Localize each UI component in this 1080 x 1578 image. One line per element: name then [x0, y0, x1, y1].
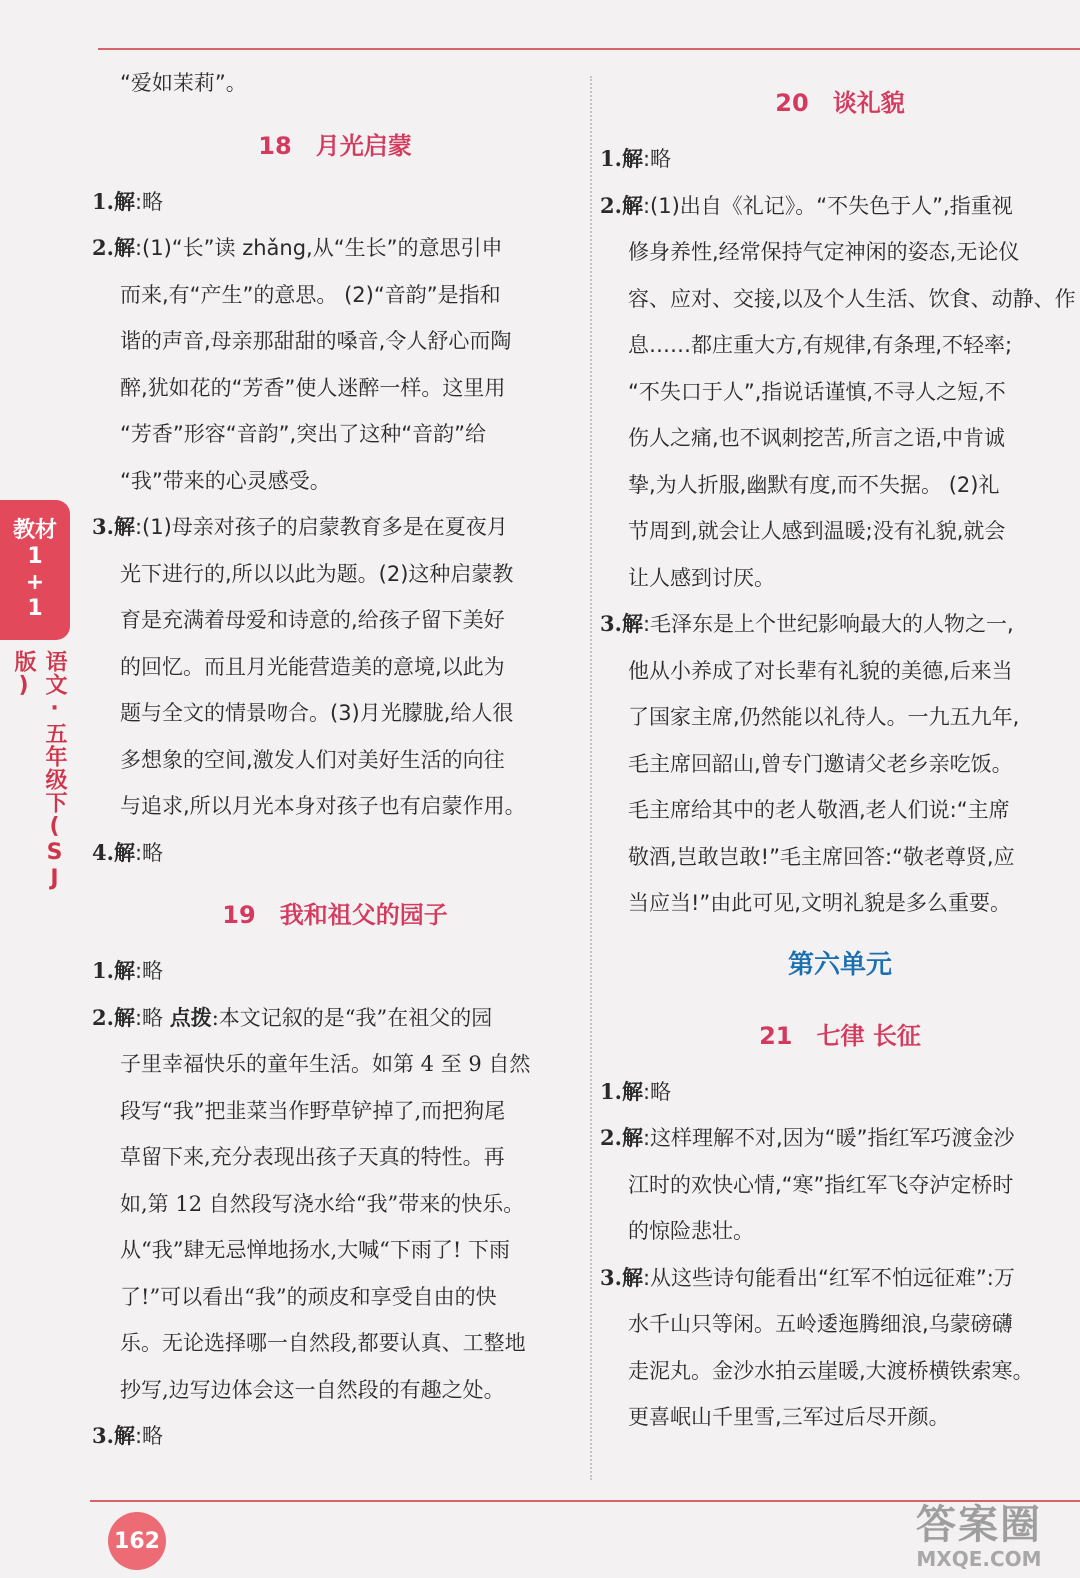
- answer-text: :本文记叙的是“我”在祖父的园: [211, 1005, 493, 1030]
- answer-text: :略: [642, 147, 672, 171]
- watermark-url: MXQE.COM: [916, 1547, 1042, 1571]
- left-column: [92, 60, 578, 1460]
- answer-line: 当应当!”由此可见,文明礼貌是多么重要。: [628, 891, 1011, 915]
- answer-line: 的惊险悲壮。: [628, 1219, 754, 1243]
- answer-label: 解: [621, 1126, 643, 1150]
- answer-text: :毛泽东是上个世纪影响最大的人物之一,: [642, 612, 1014, 636]
- answer-line: 如,第 12 自然段写浇水给“我”带来的快乐。: [120, 1191, 525, 1216]
- section-number: 21: [759, 1021, 793, 1050]
- answer-label: 解: [113, 1005, 135, 1030]
- side-tab-line: 1: [27, 596, 43, 621]
- answer-line: 子里幸福快乐的童年生活。如第 4 至 9 自然: [120, 1052, 531, 1076]
- page-number: 162: [108, 1512, 166, 1570]
- answer-item: [92, 504, 578, 551]
- answer-line: 让人感到讨厌。: [628, 565, 775, 590]
- answer-label: 解: [621, 612, 643, 636]
- answer-line: 而来,有“产生”的意思。 (2)“音韵”是指和: [120, 282, 501, 307]
- answer-label: 解: [113, 959, 135, 983]
- answer-line: 光下进行的,所以以此为题。(2)这种启蒙教: [120, 561, 514, 586]
- side-tab-textbook: [0, 500, 70, 640]
- side-tab-line: +: [25, 570, 45, 595]
- answer-line: 节周到,就会让人感到温暖;没有礼貌,就会: [628, 519, 1006, 543]
- answer-item: [600, 183, 1080, 230]
- answer-label: 解: [621, 1265, 643, 1290]
- answer-label: 解: [113, 840, 135, 865]
- item-number: 3.: [600, 611, 622, 636]
- answer-label: 解: [113, 236, 135, 260]
- section-19-heading: [92, 886, 578, 944]
- answer-text: :略: [134, 1424, 164, 1448]
- answer-line: 息……都庄重大方,有规律,有条理,不轻率;: [628, 333, 1013, 357]
- answer-label: 解: [621, 1079, 643, 1104]
- item-number: 1.: [600, 146, 622, 171]
- answer-line: 更喜岷山千里雪,三军过后尽开颜。: [628, 1405, 950, 1429]
- answer-line: 乐。无论选择哪一自然段,都要认真、工整地: [120, 1331, 526, 1355]
- watermark-main: 答案圈: [916, 1502, 1042, 1548]
- answer-label: 解: [621, 147, 643, 171]
- answer-line: 从“我”肆无忌惮地扬水,大喊“下雨了! 下雨: [120, 1238, 510, 1262]
- answer-line: 了!”可以看出“我”的顽皮和享受自由的快: [120, 1284, 497, 1309]
- answer-line: 毛主席给其中的老人敬酒,老人们说:“主席: [628, 798, 1010, 822]
- item-number: 1.: [600, 1078, 622, 1104]
- answer-text: :略: [134, 189, 164, 214]
- answer-text: :略: [642, 1079, 672, 1104]
- answer-line: 育是充满着母爱和诗意的,给孩子留下美好: [120, 608, 505, 632]
- answer-label: 解: [113, 515, 135, 539]
- item-number: 3.: [92, 1423, 114, 1448]
- item-number: 2.: [600, 1125, 622, 1150]
- intro-line: “爱如茉莉”。: [120, 71, 247, 95]
- answer-line: 谐的声音,母亲那甜甜的嗓音,令人舒心而陶: [120, 329, 512, 353]
- answer-line: 题与全文的情景吻合。(3)月光朦胧,给人很: [120, 701, 514, 725]
- section-title: 我和祖父的园子: [279, 901, 448, 929]
- section-number: 18: [258, 131, 292, 160]
- answer-item: [92, 179, 578, 226]
- section-title: 月光启蒙: [315, 131, 412, 160]
- section-number: 20: [775, 89, 809, 117]
- answer-item: [92, 995, 578, 1042]
- answer-line: 的回忆。而且月光能营造美的意境,以此为: [120, 654, 505, 679]
- answer-text: :(1)母亲对孩子的启蒙教育多是在夏夜月: [134, 515, 508, 539]
- section-18-heading: [92, 117, 578, 175]
- answer-item: [92, 1413, 578, 1460]
- answer-item: [600, 136, 1080, 183]
- answer-line: 敬酒,岂敢岂敢!”毛主席回答:“敬老尊贤,应: [628, 844, 1015, 869]
- side-subject-label: 语文·五年级下(SJ版): [11, 650, 67, 892]
- answer-line: 段写“我”把韭菜当作野草铲掉了,而把狗尾: [120, 1098, 506, 1123]
- column-divider: [590, 76, 592, 1480]
- answer-line: 伤人之痛,也不讽刺挖苦,所言之语,中肯诚: [628, 426, 1006, 450]
- answer-line: “芳香”形容“音韵”,突出了这种“音韵”给: [120, 422, 486, 446]
- answer-item: [92, 225, 578, 272]
- answer-line: 他从小养成了对长辈有礼貌的美德,后来当: [628, 658, 1013, 683]
- answer-line: 江时的欢快心情,“寒”指红军飞夺泸定桥时: [628, 1172, 1014, 1197]
- answer-line: 抄写,边写边体会这一自然段的有趣之处。: [120, 1377, 505, 1402]
- section-title: 七律 长征: [816, 1021, 921, 1050]
- answer-text: :(1)出自《礼记》。“不失色于人”,指重视: [642, 193, 1013, 218]
- item-number: 2.: [600, 192, 622, 218]
- right-column: [600, 60, 1080, 1441]
- answer-line: 毛主席回韶山,曾专门邀请父老乡亲吃饭。: [628, 751, 1013, 776]
- answer-line: 醉,犹如花的“芳香”使人迷醉一样。这里用: [120, 375, 506, 400]
- answer-text: :这样理解不对,因为“暖”指红军巧渡金沙: [642, 1126, 1015, 1150]
- answer-item: [600, 1115, 1080, 1162]
- answer-line: “不失口于人”,指说话谨慎,不寻人之短,不: [628, 379, 1006, 404]
- item-number: 3.: [600, 1264, 622, 1290]
- answer-line: “我”带来的心灵感受。: [120, 468, 331, 493]
- top-rule: [98, 48, 1080, 50]
- watermark-logo: [884, 1502, 1074, 1572]
- answer-item: [92, 948, 578, 995]
- section-title: 谈礼貌: [832, 89, 905, 117]
- answer-line: 与追求,所以月光本身对孩子也有启蒙作用。: [120, 794, 526, 818]
- answer-line: 草留下来,充分表现出孩子天真的特性。再: [120, 1145, 505, 1169]
- answer-line: 多想象的空间,激发人们对美好生活的向往: [120, 747, 505, 772]
- side-tab-line: 1: [27, 544, 43, 569]
- answer-text: :略: [134, 840, 164, 865]
- item-number: 4.: [92, 839, 114, 865]
- answer-text: :略: [134, 959, 164, 983]
- answer-text: :略: [134, 1005, 170, 1030]
- answer-label: 解: [113, 1424, 135, 1448]
- item-number: 1.: [92, 958, 114, 983]
- answer-line: 了国家主席,仍然能以礼待人。一九五九年,: [628, 705, 1020, 729]
- section-number: 19: [222, 901, 256, 929]
- tip-label: 点拨: [169, 1005, 212, 1030]
- answer-item: [92, 830, 578, 877]
- unit-heading: 第六单元: [787, 949, 892, 980]
- answer-line: 走泥丸。金沙水拍云崖暖,大渡桥横铁索寒。: [628, 1358, 1034, 1383]
- section-20-heading: [600, 74, 1080, 132]
- item-number: 2.: [92, 235, 114, 260]
- answer-label: 解: [113, 189, 135, 214]
- side-tab-line: 教材: [12, 518, 57, 543]
- answer-item: [600, 1069, 1080, 1116]
- item-number: 1.: [92, 188, 114, 214]
- answer-line: 容、应对、交接,以及个人生活、饮食、动静、作: [628, 286, 1076, 311]
- answer-line: 修身养性,经常保持气定神闲的姿态,无论仪: [628, 240, 1020, 264]
- answer-line: 挚,为人折服,幽默有度,而不失据。 (2)礼: [628, 472, 1000, 497]
- answer-item: [600, 601, 1080, 648]
- answer-text: :(1)“长”读 zhǎng,从“生长”的意思引申: [134, 236, 503, 260]
- answer-item: [600, 1255, 1080, 1302]
- answer-text: :从这些诗句能看出“红军不怕远征难”:万: [642, 1265, 1015, 1290]
- item-number: 3.: [92, 514, 114, 539]
- answer-line: 水千山只等闲。五岭逶迤腾细浪,乌蒙磅礴: [628, 1312, 1013, 1336]
- item-number: 2.: [92, 1004, 114, 1030]
- answer-label: 解: [621, 193, 643, 218]
- section-21-heading: [600, 1007, 1080, 1065]
